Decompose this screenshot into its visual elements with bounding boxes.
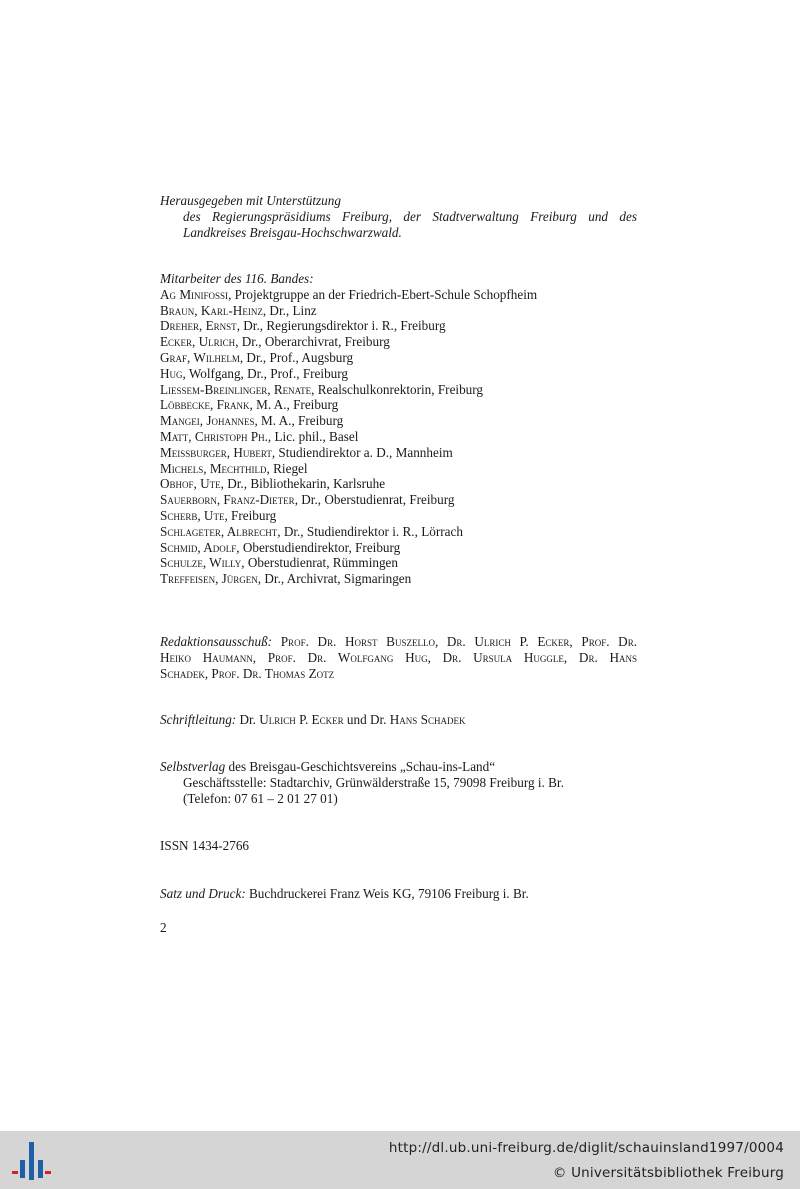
contributor-detail: , Dr., Linz [262, 302, 317, 318]
contributor-entry [160, 508, 637, 524]
copyright-notice: © Universitätsbibliothek Freiburg [552, 1165, 784, 1181]
contributor-detail: , Dr., Oberstudienrat, Freiburg [294, 492, 455, 508]
contributor-name: Mangei, Johannes [160, 413, 255, 429]
contributor-entry [160, 350, 637, 366]
issn-block [160, 838, 637, 854]
contributor-name: Schmid, Adolf [160, 539, 237, 555]
contributor-detail: , M. A., Freiburg [249, 397, 339, 413]
management-label: Schriftleitung: [160, 712, 237, 727]
contributor-detail: , Projektgruppe an der Friedrich-Ebert-Schule Schopfheim [228, 286, 538, 302]
contributor-name: Löbbecke, Frank [160, 397, 250, 413]
contributor-name: Meissburger, Hubert [160, 444, 272, 460]
contributor-name: Matt, Christoph Ph. [160, 428, 268, 444]
editorial-line: Heiko Haumann, Prof. Dr. Wolfgang Hug, Dr. Ursula Huggle, Dr. Hans [160, 649, 637, 665]
contributor-detail: , Studiendirektor a. D., Mannheim [271, 444, 453, 460]
library-footer-bar [0, 1131, 800, 1189]
colophon-block [160, 193, 637, 240]
contributor-name: Schlageter, Albrecht [160, 523, 278, 539]
printing-label: Satz und Druck: [160, 886, 246, 901]
publisher-text: des Breisgau-Geschichtsvereins „Schau-ins-Land“ [225, 759, 496, 774]
editorial-board-block [160, 634, 637, 681]
printing-block [160, 886, 637, 902]
contributor-entry [160, 571, 637, 587]
contributor-entry [160, 303, 637, 319]
management-name: Ulrich P. Ecker [259, 712, 344, 727]
contributor-name: Obhof, Ute [160, 476, 221, 492]
contributor-entry [160, 287, 637, 303]
contributor-name: Sauerborn, Franz-Dieter [160, 492, 295, 508]
management-text: und Dr. [343, 712, 390, 727]
document-url-link[interactable]: http://dl.ub.uni-freiburg.de/diglit/schauinsland1997/0004 [388, 1140, 784, 1156]
contributors-list [160, 287, 637, 587]
contributor-entry [160, 429, 637, 445]
page-number-block [160, 920, 637, 936]
editorial-names: Prof. Dr. Horst Buszello, Dr. Ulrich P. Ecker, Prof. Dr. [272, 634, 637, 649]
contributor-detail: , Dr., Regierungsdirektor i. R., Freiburg [236, 318, 446, 334]
issn: ISSN 1434-2766 [160, 838, 250, 853]
contributor-detail: , Dr., Archivrat, Sigmaringen [257, 571, 412, 587]
contributor-detail: , Wolfgang, Dr., Prof., Freiburg [182, 365, 349, 381]
contributor-entry [160, 476, 637, 492]
contributor-name: Ecker, Ulrich [160, 334, 236, 350]
contributor-name: Ag Minifossi [160, 286, 229, 302]
contributor-detail: , Freiburg [224, 507, 277, 523]
contributor-name: Graf, Wilhelm [160, 349, 240, 365]
publisher-block [160, 759, 637, 806]
contributor-entry [160, 540, 637, 556]
contributor-name: Treffeisen, Jürgen [160, 571, 258, 587]
printing-text: Buchdruckerei Franz Weis KG, 79106 Freiburg i. Br. [245, 886, 529, 901]
ub-freiburg-logo-icon[interactable] [10, 1140, 52, 1182]
contributor-entry [160, 382, 637, 398]
editorial-line [160, 634, 637, 650]
contributor-entry [160, 318, 637, 334]
contributor-name: Hug [160, 365, 183, 381]
publisher-address [160, 775, 637, 807]
contributor-name: Liessem-Breinlinger, Renate [160, 381, 312, 397]
contributor-entry [160, 524, 637, 540]
contributor-entry [160, 413, 637, 429]
contributor-detail: , Dr., Bibliothekarin, Karlsruhe [220, 476, 386, 492]
editorial-line: Schadek, Prof. Dr. Thomas Zotz [160, 665, 335, 681]
contributor-detail: , Oberstudiendirektor, Freiburg [236, 539, 401, 555]
colophon-heading: Herausgegeben mit Unterstützung [160, 193, 341, 208]
colophon-line: des Regierungspräsidiums Freiburg, der Stadtverwaltung Freiburg und des [183, 208, 637, 224]
contributor-detail: , Dr., Prof., Augsburg [239, 349, 354, 365]
contributor-name: Michels, Mechthild [160, 460, 267, 476]
contributor-entry [160, 555, 637, 571]
contributor-entry [160, 461, 637, 477]
publisher-phone: (Telefon: 07 61 – 2 01 27 01) [183, 790, 338, 806]
publisher-line [160, 759, 637, 775]
contributor-name: Braun, Karl-Heinz [160, 302, 263, 318]
contributor-detail: , Riegel [266, 460, 308, 476]
colophon-line: Landkreises Breisgau-Hochschwarzwald. [183, 224, 402, 240]
contributor-detail: , Realschulkonrektorin, Freiburg [311, 381, 484, 397]
contributors-heading: Mitarbeiter des 116. Bandes: [160, 271, 314, 286]
contributor-detail: , Dr., Oberarchivrat, Freiburg [235, 334, 390, 350]
contributor-name: Schulze, Willy [160, 555, 242, 571]
printing-line [160, 886, 637, 902]
management-name: Hans Schadek [389, 712, 466, 727]
page-number: 2 [160, 920, 167, 935]
contributor-entry [160, 445, 637, 461]
contributor-detail: , Lic. phil., Basel [267, 428, 359, 444]
management-block [160, 712, 637, 728]
colophon-body [160, 209, 637, 241]
publisher-office: Geschäftsstelle: Stadtarchiv, Grünwälderstraße 15, 79098 Freiburg i. Br. [183, 774, 564, 790]
contributor-detail: , M. A., Freiburg [254, 413, 344, 429]
contributor-name: Dreher, Ernst [160, 318, 237, 334]
contributor-detail: , Oberstudienrat, Rümmingen [241, 555, 398, 571]
contributor-detail: , Dr., Studiendirektor i. R., Lörrach [277, 523, 463, 539]
management-line [160, 712, 637, 728]
contributor-entry [160, 397, 637, 413]
contributor-entry [160, 334, 637, 350]
contributor-entry [160, 492, 637, 508]
contributors-block [160, 271, 637, 587]
publisher-label: Selbstverlag [160, 759, 226, 774]
contributor-name: Scherb, Ute [160, 507, 225, 523]
management-text: Dr. [236, 712, 260, 727]
editorial-label: Redaktionsausschuß: [160, 634, 273, 649]
contributor-entry [160, 366, 637, 382]
